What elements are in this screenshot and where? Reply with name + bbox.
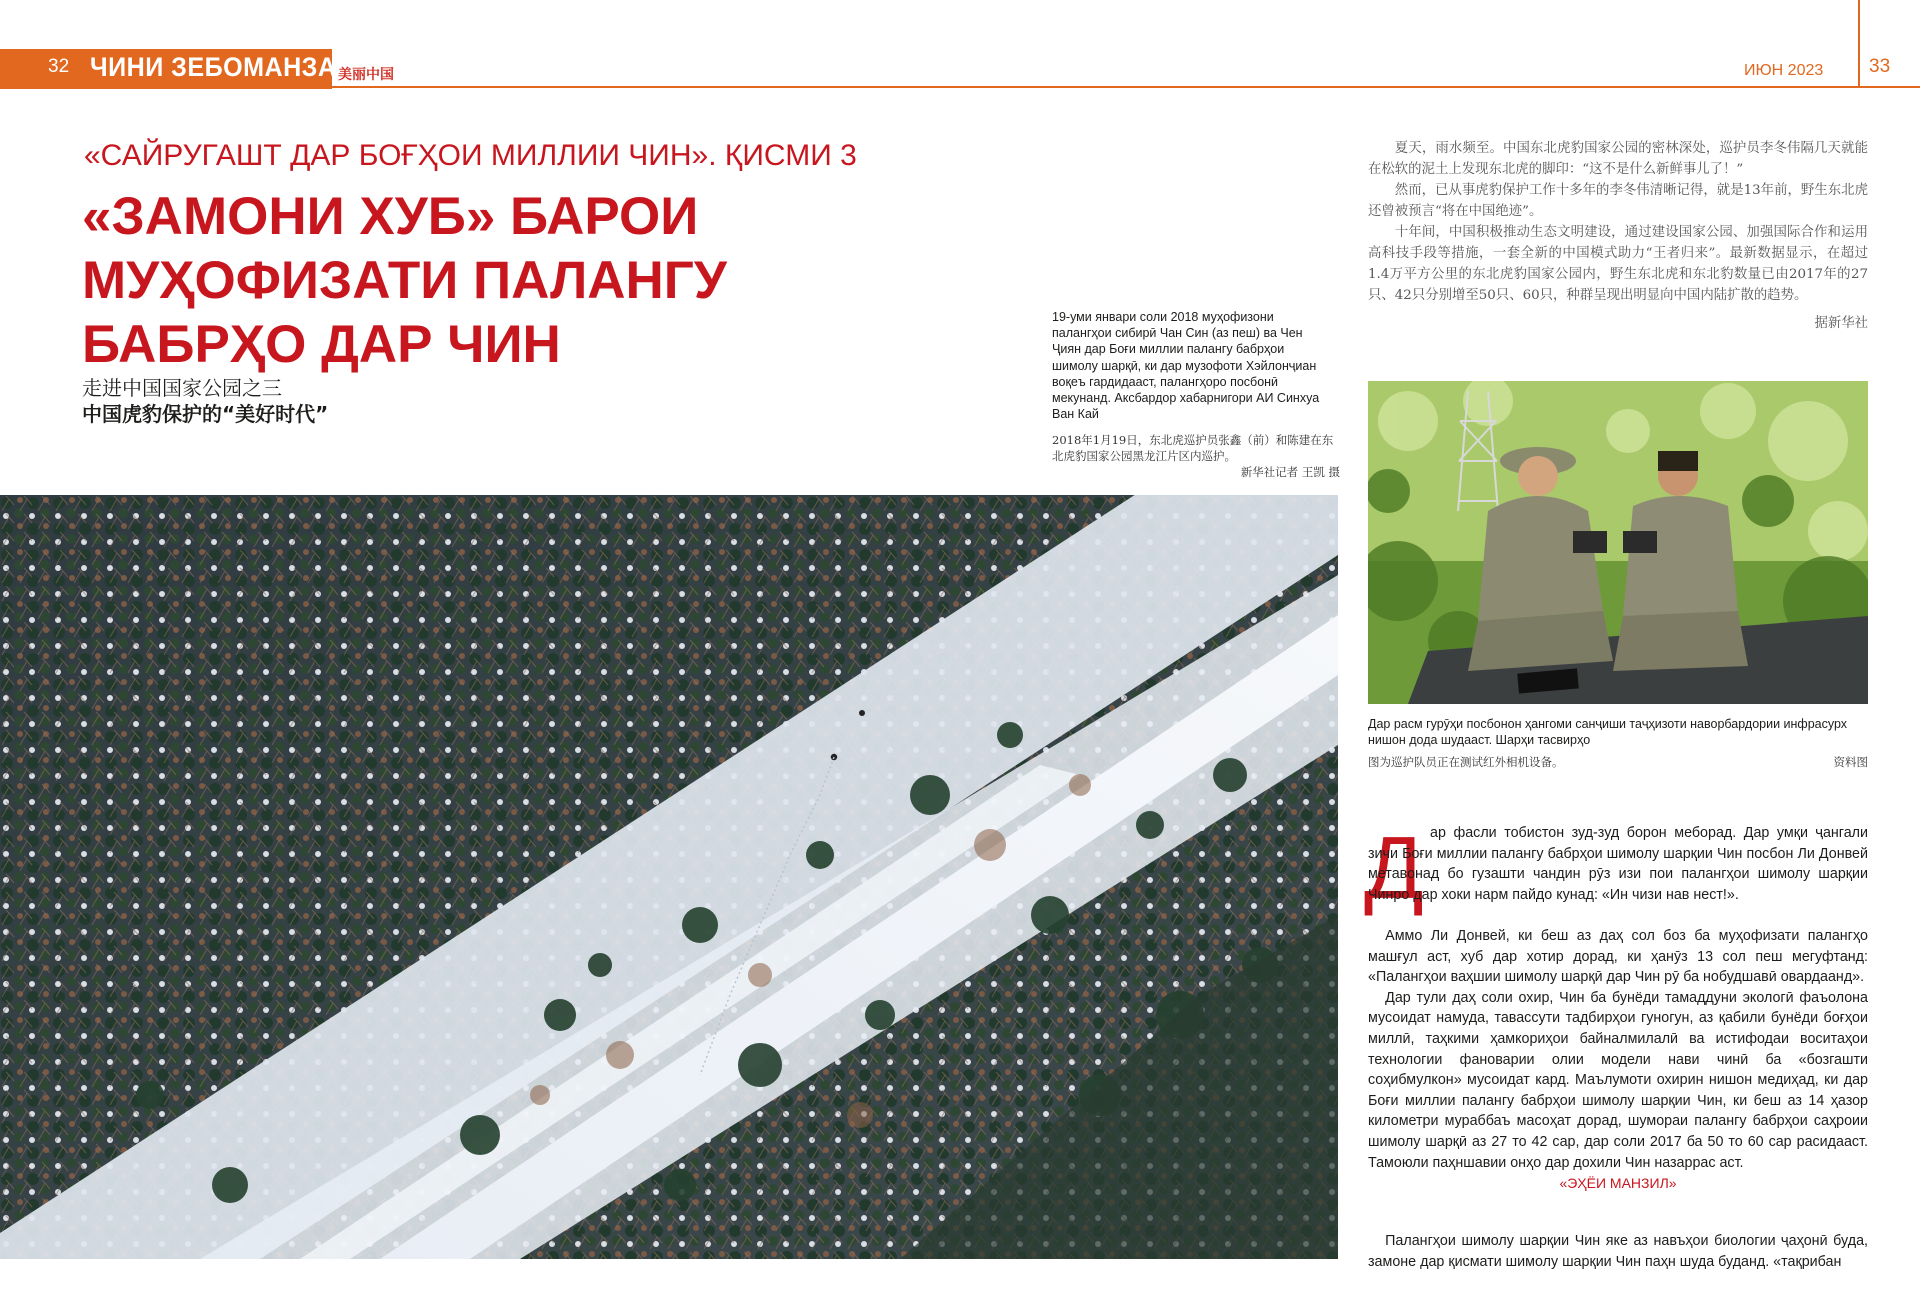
main-photo xyxy=(0,495,1338,1259)
body-paragraph-1-block xyxy=(1368,823,1868,905)
body-paragraph-4: Палангҳои шимолу шарқии Чин яке аз навъҳои биологии ҷаҳонӣ буда, замоне дар қисмати шимолу шарқии Чин паҳн шуда буданд. «тақрибан xyxy=(1368,1233,1868,1270)
rangers-illustration xyxy=(1368,381,1868,704)
chinese-source: 据新华社 xyxy=(1814,316,1868,331)
small-photo-caption-cn: 图为巡护队员正在测试红外相机设备。 xyxy=(1368,755,1564,769)
chinese-paragraph: 十年间，中国积极推动生态文明建设，通过建设国家公园、加强国际合作和运用高科技手段等措施，一套全新的中国模式助力“王者归来”。最新数据显示，在超过1.4万平方公里的东北虎豹国家公园内，野生东北虎和东北豹数量已由2017年的27只、42只分别增至50只、60只，种群呈现出明显向中国内陆扩散的趋势。 xyxy=(1368,225,1868,303)
main-photo-caption-cn: 2018年1月19日，东北虎巡护员张鑫（前）和陈建在东北虎豹国家公园黑龙江片区内巡护。 xyxy=(1052,433,1334,463)
main-photo-caption: 19-уми январи соли 2018 муҳофизони палангҳои сибирӣ Чан Син (аз пеш) ва Чен Ҷиян дар Боғи миллии палангу бабрҳои шимолу шарқӣ, ки дар музофоти Хэйлонҷиан воқеъ гардидааст, палангҳоро посбонӣ мекунанд. Аксбардор хабарнигори АИ Синхуа Ван Кай xyxy=(1052,310,1320,422)
body-paragraph-3: Дар тули даҳ соли охир, Чин ба бунёди тамаддуни экологӣ фаъолона мусоидат намуда, тавассути тадбирҳои гуногун, аз қабили бунёди боғҳои миллӣ, таҳкими ҳамкориҳои байналмилалӣ ва истифодаи воситаҳои технологии фановарии олии модели нави чинӣ ба «бозгашти соҳибмулкон» мусоидат кард. Маълумоти охирин нишон медиҳад, ки дар Боғи миллии палангу бабрҳои шимолу шарқии Чин, ки беш аз 14 ҳазор километри мураббаъ масоҳат дорад, шумораи палангу бабрҳои саҳроии шимолу шарқӣ аз 27 то 42 сар, дар соли 2017 ба 50 то 60 сар расидааст. Тамоюли паҳншавии онҳо дар дохили Чин назаррас аст. xyxy=(1368,989,1868,1171)
small-photo-credit-cn: 资料图 xyxy=(1833,755,1868,769)
body-paragraph-4-block xyxy=(1368,1231,1868,1272)
section-title-cn: 美丽中国 xyxy=(338,67,394,83)
aerial-forest-illustration xyxy=(0,495,1338,1259)
subtitle-cn-series: 走进中国国家公园之三 xyxy=(82,376,282,400)
body-paragraphs-block xyxy=(1368,926,1868,1173)
title-line: МУҲОФИЗАТИ ПАЛАНГУ xyxy=(82,251,727,310)
chinese-paragraph: 夏天，雨水频至。中国东北虎豹国家公园的密林深处，巡护员李冬伟隔几天就能在松软的泥土上发现东北虎的脚印：“这不是什么新鲜事儿了！” xyxy=(1368,141,1868,177)
right-page-number: 33 xyxy=(1869,56,1891,77)
section-subhead: «ЭҲЁИ МАНЗИЛ» xyxy=(1559,1175,1677,1191)
left-page-number: 32 xyxy=(48,56,70,77)
body-paragraph-2: Аммо Ли Донвей, ки беш аз даҳ сол боз ба муҳофизати палангҳо машғул аст, хуб дар хотир дорад, ки ҳанӯз 13 сол пеш мегуфтанд: «Палангҳои ваҳшии шимолу шарқӣ дар Чин рӯ ба нобудшавӣ овардаанд». xyxy=(1368,928,1868,986)
title-line: «ЗАМОНИ ХУБ» БАРОИ xyxy=(82,187,699,246)
article-kicker: «САЙРУГАШТ ДАР БОҒҲОИ МИЛЛИИ ЧИН». ҚИСМИ 3 xyxy=(84,139,857,172)
rangers-photo xyxy=(1368,381,1868,704)
body-paragraph-1: ар фасли тобистон зуд-зуд борон меборад. Дар умқи ҷангали зичи Боғи миллии палангу бабрҳои шимолу шарқии Чин посбон Ли Донвей метавонад бо гузашти чандин рӯз изи пои палангҳои шимолу шарқии Чинро дар хоки нарм пайдо кунад: «Ин чизи нав нест!». xyxy=(1368,825,1868,903)
main-photo-credit-cn: 新华社记者 王凯 摄 xyxy=(1240,465,1340,479)
title-line: БАБРҲО ДАР ЧИН xyxy=(82,315,561,374)
issue-date: ИЮН 2023 xyxy=(1744,62,1824,79)
drop-cap: Д xyxy=(1364,818,1424,917)
article-title xyxy=(82,185,727,377)
header-vertical-rule xyxy=(1858,0,1860,88)
small-photo-caption: Дар расм гурӯҳи посбонон ҳангоми санҷиши таҷҳизоти наворбардории инфрасурх нишон дода шудааст. Шарҳи тасвирҳо xyxy=(1368,717,1848,748)
chinese-intro xyxy=(1368,138,1868,306)
header-rule xyxy=(332,86,1920,88)
subtitle-cn-title: 中国虎豹保护的“美好时代” xyxy=(82,402,329,426)
section-title: ЧИНИ ЗЕБОМАНЗАР xyxy=(90,52,354,82)
chinese-paragraph: 然而，已从事虎豹保护工作十多年的李冬伟清晰记得，就是13年前，野生东北虎还曾被预言“将在中国绝迹”。 xyxy=(1368,183,1868,219)
